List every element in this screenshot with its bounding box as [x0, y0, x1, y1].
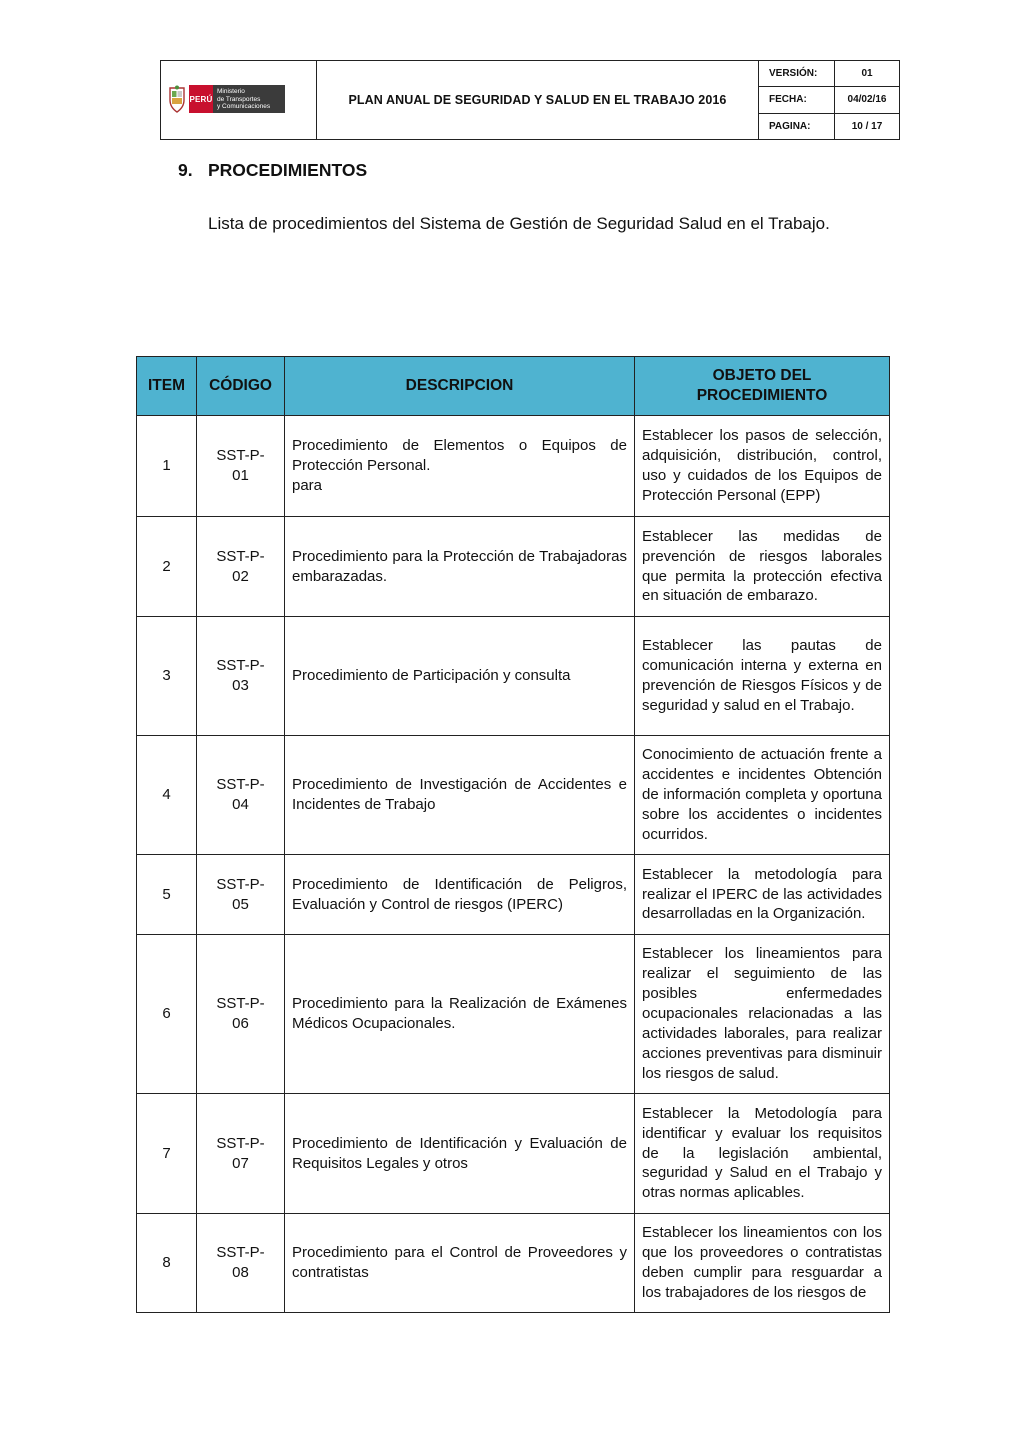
code-cell: SST-P-02	[197, 517, 285, 617]
objective-cell: Establecer los lineamientos con los que los proveedores o contratistas deben cumplir para resguardar a los trabajadores de los riesgos de	[635, 1214, 890, 1313]
meta-value: 04/02/16	[847, 94, 887, 106]
description-cell: Procedimiento de Identificación de Peligros, Evaluación y Control de riesgos (IPERC)	[285, 855, 635, 935]
objective-cell: Establecer las medidas de prevención de riesgos laborales que permita la protección efectiva en situación de embarazo.	[635, 517, 890, 617]
item-cell: 5	[137, 855, 197, 935]
document-header	[160, 60, 900, 140]
objective-cell: Conocimiento de actuación frente a accidentes e incidentes Obtención de información completa y oportuna sobre los accidentes o incidentes ocurridos.	[635, 736, 890, 855]
code-cell: SST-P-04	[197, 736, 285, 855]
meta-version	[759, 61, 899, 87]
section-intro: Lista de procedimientos del Sistema de Gestión de Seguridad Salud en el Trabajo.	[208, 214, 830, 233]
meta-label: FECHA:	[759, 87, 835, 112]
section-number: 9.	[178, 160, 193, 180]
code-cell: SST-P-07	[197, 1094, 285, 1214]
meta-date	[759, 87, 899, 113]
description-text: Procedimiento de Elementos o Equipos de Protección Personal.	[292, 437, 627, 475]
ministry-logo	[168, 85, 285, 113]
meta-value: 01	[861, 68, 873, 80]
table-row	[137, 617, 890, 736]
item-cell: 3	[137, 617, 197, 736]
coat-of-arms-icon	[168, 85, 186, 113]
table-row	[137, 935, 890, 1094]
procedures-table	[136, 356, 890, 1313]
header-item: ITEM	[137, 357, 197, 416]
objective-cell: Establecer la metodología para realizar el IPERC de las actividades desarrolladas en la Organización.	[635, 855, 890, 935]
meta-label: VERSIÓN:	[759, 61, 835, 86]
description-extra: para	[292, 476, 323, 494]
item-cell: 4	[137, 736, 197, 855]
document-meta	[759, 61, 899, 139]
header-description: DESCRIPCION	[285, 357, 635, 416]
table-row	[137, 736, 890, 855]
objective-cell: Establecer los pasos de selección, adquisición, distribución, control, uso y cuidados de los Equipos de Protección Personal (EPP)	[635, 416, 890, 517]
ministry-line-3: y Comunicaciones	[217, 103, 271, 110]
section-title: PROCEDIMIENTOS	[208, 160, 368, 180]
table-header-row	[137, 357, 890, 416]
logo-cell	[161, 61, 317, 139]
code-cell: SST-P-08	[197, 1214, 285, 1313]
meta-label: PAGINA:	[759, 114, 835, 139]
objective-cell: Establecer los lineamientos para realizar el seguimiento de las posibles enfermedades ocupacionales relacionadas a las actividades laborales, para realizar acciones preventivas para disminuir los riesgos de salud.	[635, 935, 890, 1094]
meta-value: 10 / 17	[851, 120, 883, 132]
document-title: PLAN ANUAL DE SEGURIDAD Y SALUD EN EL TRABAJO 2016	[317, 61, 759, 139]
table-row	[137, 1094, 890, 1214]
meta-page	[759, 114, 899, 139]
description-cell	[285, 416, 635, 517]
table-row	[137, 855, 890, 935]
item-cell: 8	[137, 1214, 197, 1313]
code-cell: SST-P-06	[197, 935, 285, 1094]
code-cell: SST-P-05	[197, 855, 285, 935]
item-cell: 1	[137, 416, 197, 517]
section-heading	[178, 160, 367, 181]
code-cell: SST-P-03	[197, 617, 285, 736]
ministry-line-1: Ministerio	[217, 88, 245, 95]
description-cell: Procedimiento de Participación y consulta	[285, 617, 635, 736]
description-cell: Procedimiento de Investigación de Accidentes e Incidentes de Trabajo	[285, 736, 635, 855]
header-objective: OBJETO DEL PROCEDIMIENTO	[635, 357, 890, 416]
description-cell: Procedimiento para el Control de Proveedores y contratistas	[285, 1214, 635, 1313]
code-cell: SST-P-01	[197, 416, 285, 517]
description-cell: Procedimiento de Identificación y Evaluación de Requisitos Legales y otros	[285, 1094, 635, 1214]
objective-cell: Establecer la Metodología para identificar y evaluar los requisitos de la legislación ambiental, seguridad y Salud en el Trabajo y otras normas aplicables.	[635, 1094, 890, 1214]
objective-cell: Establecer las pautas de comunicación interna y externa en prevención de Riesgos Físicos y de seguridad y salud en el Trabajo.	[635, 617, 890, 736]
description-cell: Procedimiento para la Protección de Trabajadoras embarazadas.	[285, 517, 635, 617]
table-row	[137, 517, 890, 617]
item-cell: 6	[137, 935, 197, 1094]
item-cell: 7	[137, 1094, 197, 1214]
item-cell: 2	[137, 517, 197, 617]
header-code: CÓDIGO	[197, 357, 285, 416]
ministry-name	[213, 85, 285, 113]
peru-badge: PERÚ	[189, 85, 213, 113]
ministry-line-2: de Transportes	[217, 95, 261, 103]
table-row	[137, 1214, 890, 1313]
description-cell: Procedimiento para la Realización de Exámenes Médicos Ocupacionales.	[285, 935, 635, 1094]
table-row	[137, 416, 890, 517]
